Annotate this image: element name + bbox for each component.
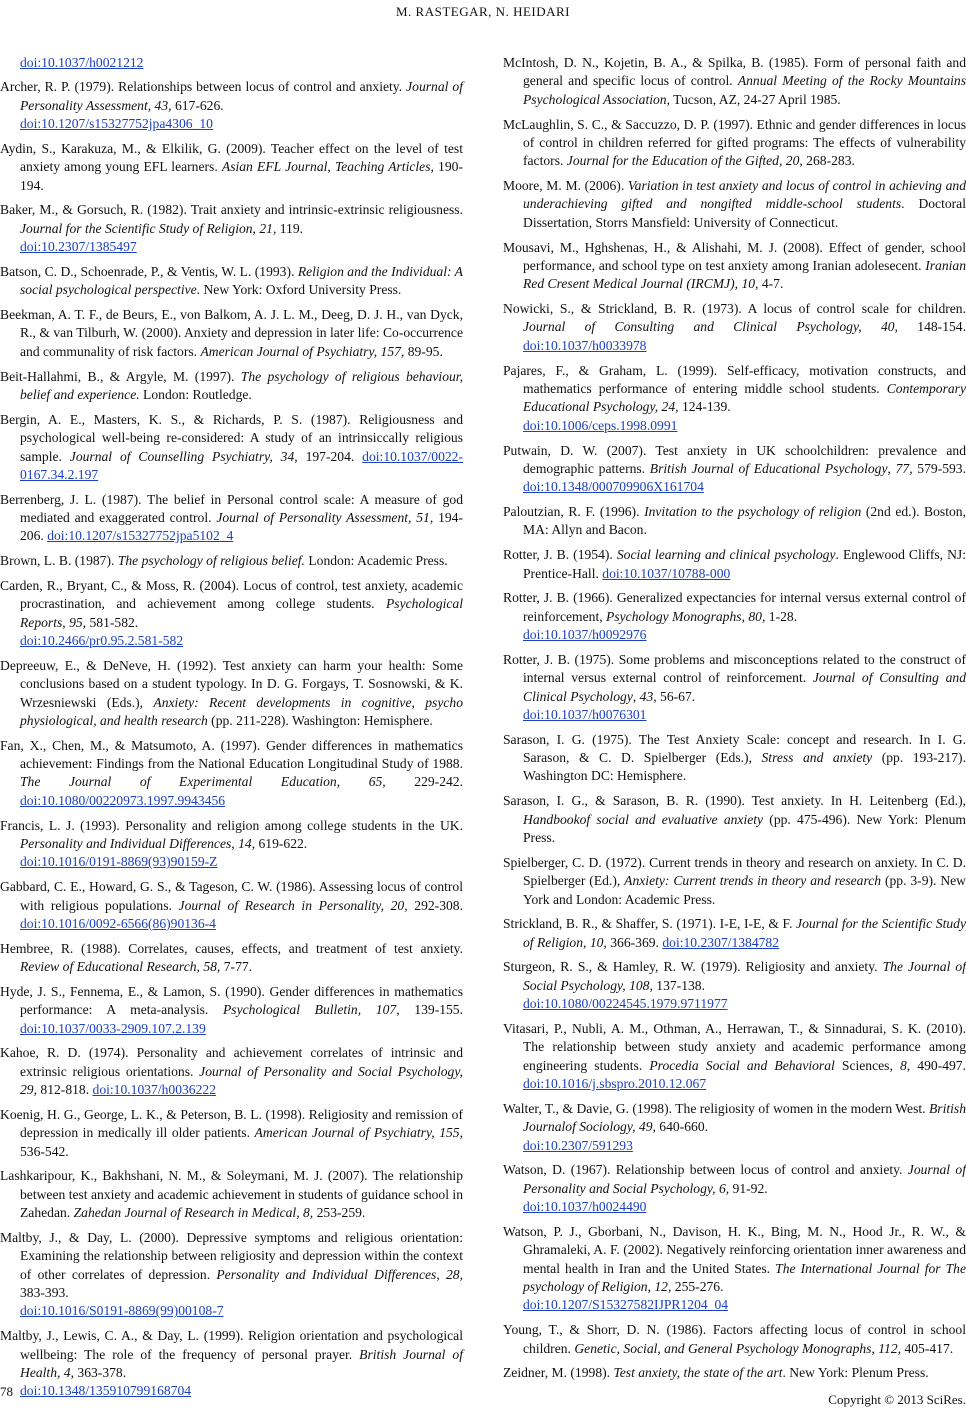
reference-source-text: Asian EFL Journal, Teaching Articles, <box>221 159 434 175</box>
reference-source-text: Variation in test anxiety and locus of control in achieving and underachieving gifted and nongifted middle-school students <box>523 178 966 212</box>
reference-source-text: Social learning and clinical psychology <box>616 547 836 563</box>
reference-text: 89-95. <box>404 343 443 359</box>
reference-entry <box>503 54 966 109</box>
reference-text: 363-378. <box>74 1364 127 1380</box>
reference-text: , <box>231 836 239 851</box>
reference-text: 4-7. <box>758 276 784 292</box>
reference-source-text: Journal of Research in Personality, 20, <box>178 897 408 913</box>
reference-text: Depreeuw, E., & DeNeve, H. (1992). Test anxiety can harm your health: Some conclusions based on a student typology. In D. G. Forgays, T. Sosnowski, & K. Wrzesniewski (Eds.), <box>0 657 463 710</box>
reference-list-left <box>0 78 463 1400</box>
reference-entry <box>503 1364 966 1382</box>
reference-entry <box>503 442 966 497</box>
reference-source-text: 43, <box>639 688 657 704</box>
reference-text: 581-582. <box>86 614 139 630</box>
reference-entry <box>0 983 463 1038</box>
reference-entry <box>503 177 966 232</box>
reference-source-text: American Journal of Psychiatry, 155, <box>254 1125 463 1141</box>
reference-entry <box>0 1327 463 1401</box>
reference-source-text: Journal of Personality and Social Psychology, 29, <box>20 1063 464 1098</box>
reference-entry <box>0 940 463 977</box>
running-head: M. RASTEGAR, N. HEIDARI <box>396 4 570 19</box>
reference-text: Pajares, F., & Graham, L. (1999). Self-efficacy, motivation constructs, and mathematics performance of entering middle school students. <box>503 362 966 396</box>
reference-source-text: Journal of Personality Assessment, 51, <box>216 510 434 526</box>
reference-entry <box>0 201 463 256</box>
reference-text: (pp. 475-496). New York: Plenum Press. <box>523 811 966 845</box>
reference-entry <box>503 958 966 1013</box>
reference-text: Mousavi, M., Hghshenas, H., & Alishahi, M. J. (2008). Effect of gender, school performance, and school type on test anxiety among Iranian adolesecent. <box>503 239 966 273</box>
reference-text: 383-393. <box>20 1285 69 1301</box>
reference-source-text: Journal of Personality and Social Psychology, 6, <box>523 1162 966 1196</box>
reference-text: 7-77. <box>220 959 253 975</box>
doi-link[interactable]: doi:10.1037/h0092976 <box>523 627 647 643</box>
doi-link[interactable]: doi:10.1016/S0191-8869(99)00108-7 <box>20 1303 224 1319</box>
reference-entry <box>503 1100 966 1155</box>
reference-text: Sciences <box>834 1057 890 1073</box>
reference-text: London: Academic Press. <box>304 553 448 569</box>
reference-source-text: British Journal of Educational Psychology <box>649 460 888 476</box>
doi-link[interactable]: doi:10.1037/h0021212 <box>20 55 144 70</box>
reference-text: Maltby, J., & Day, L. (2000). Depressive symptoms and religious orientation: Examining the relationship between religiosity and depression within the context of other correlates of depression. <box>0 1229 463 1282</box>
reference-source-text: Journal for the Scientific Study of Religion, 10, <box>523 916 966 950</box>
reference-source-text: Iranian Red Cresent Medical Journal (IRCMJ), 10, <box>523 257 966 292</box>
reference-source-text: Personality and Individual Differences <box>20 836 232 851</box>
reference-source-text: Genetic, Social, and General Psychology Monographs, 112, <box>574 1340 902 1356</box>
reference-source-text: The International Journal for The psychology of Religion, 12, <box>523 1260 966 1295</box>
reference-text: . Doctoral Dissertation, Storrs Mansfield: University of Connecticut. <box>523 196 966 230</box>
reference-text: Beekman, A. T. F., de Beurs, E., von Balkom, A. J. L. M., Deeg, D. J. H., van Dyck, R., & van Tilburh, W. (2000). Anxiety and depression in later life: Co-occurrence and communality of risk factors. <box>0 307 463 359</box>
reference-text: 56-67. <box>656 688 696 704</box>
doi-link[interactable]: doi:10.2466/pr0.95.2.581-582 <box>20 633 184 649</box>
reference-text: Zeidner, M. (1998). <box>503 1365 614 1381</box>
reference-text: 91-92. <box>729 1180 768 1196</box>
reference-source-text: Annual Meeting of the Rocky Mountains Psychological Association <box>523 73 966 107</box>
reference-source-text: 14, <box>238 836 256 851</box>
reference-entry <box>503 300 966 355</box>
reference-text: 405-417. <box>901 1340 954 1356</box>
reference-text: Rotter, J. B. (1975). Some problems and misconceptions related to the construct of internal versus external control of reinforcement. <box>503 651 966 686</box>
reference-text: 579-593. <box>912 460 966 476</box>
reference-text: Carden, R., Bryant, C., & Moss, R. (2004). Locus of control, test anxiety, academic procrastination, and achievement among college students. <box>0 577 463 612</box>
reference-entry <box>503 239 966 294</box>
reference-text: 536-542. <box>20 1143 69 1159</box>
reference-entry <box>503 1321 966 1358</box>
reference-text: , Tucson, AZ, 24-27 April 1985. <box>666 91 841 107</box>
reference-text: Putwain, D. W. (2007). Test anxiety in UK schoolchildren: prevalence and demographic patterns. <box>503 442 966 476</box>
reference-text: 253-259. <box>313 1205 366 1221</box>
reference-text: Baker, M., & Gorsuch, R. (1982). Trait anxiety and intrinsic-extrinsic religiousness. <box>0 202 463 218</box>
doi-link[interactable]: doi:10.1037/h0024490 <box>523 1199 647 1215</box>
doi-link[interactable]: doi:10.1207/s15327752jpa5102_4 <box>47 528 234 544</box>
doi-link[interactable]: doi:10.1207/S15327582IJPR1204_04 <box>523 1297 729 1313</box>
reference-entry <box>0 577 463 651</box>
reference-text: 229-242. <box>385 774 463 790</box>
reference-text: Aydin, S., Karakuza, M., & Elkilik, G. (2009). Teacher effect on the level of test anxiety among young EFL learners. <box>0 140 463 175</box>
doi-link[interactable]: doi:10.1037/h0036222 <box>92 1082 216 1098</box>
reference-text: Watson, D. (1967). Relationship between locus of control and anxiety. <box>503 1162 908 1178</box>
reference-source-text: The Journal of Social Psychology, 108, <box>523 959 966 993</box>
doi-link[interactable]: doi:10.1207/s15327752jpa4306_10 <box>20 116 213 132</box>
reference-text: Young, T., & Shorr, D. N. (1986). Factors affecting locus of control in school children. <box>503 1322 966 1356</box>
reference-entry <box>503 362 966 436</box>
reference-entry <box>503 651 966 725</box>
doi-link[interactable]: doi:10.1037/0033-2909.107.2.139 <box>20 1020 206 1036</box>
reference-text: 812-818. <box>37 1082 93 1098</box>
reference-text: 1-28. <box>765 608 798 624</box>
reference-entry <box>0 1106 463 1161</box>
reference-entry <box>0 657 463 731</box>
reference-text: Sarason, I. G., & Sarason, B. R. (1990). Test anxiety. In H. Leitenberg (Ed.), <box>503 793 966 809</box>
reference-text: Kahoe, R. D. (1974). Personality and achievement correlates of intrinsic and extrinsic religious orientations. <box>0 1045 463 1079</box>
reference-source-text: 77, <box>895 460 913 476</box>
reference-text: London: Routledge. <box>139 386 252 402</box>
reference-source-text: Journal of Personality Assessment, 43, <box>20 79 463 113</box>
reference-source-text: Journal of Consulting and Clinical Psychology, 40, <box>523 319 898 335</box>
reference-text: 619-622. <box>255 836 308 851</box>
reference-source-text: Journal for the Education of the Gifted, 20, <box>566 153 803 169</box>
reference-text: Rotter, J. B. (1966). Generalized expectancies for internal versus external control of reinforcement, <box>503 590 966 624</box>
reference-source-text: The Journal of Experimental Education, 65, <box>20 774 386 790</box>
reference-text: 490-497. <box>910 1057 966 1073</box>
reference-source-text: , 8, <box>889 1057 911 1073</box>
doi-link[interactable]: doi:10.1348/000709906X161704 <box>523 479 704 495</box>
reference-text: 148-154. <box>897 319 966 335</box>
reference-entry <box>0 1044 463 1099</box>
doi-link[interactable]: doi:10.1006/ceps.1998.0991 <box>523 417 678 433</box>
doi-link[interactable]: doi:10.2307/1384782 <box>662 934 780 950</box>
reference-text: 137-138. <box>652 977 705 993</box>
doi-link[interactable]: doi:10.1016/0191-8869(93)90159-Z <box>20 854 218 870</box>
reference-source-text: Test anxiety, the state of the art <box>613 1365 783 1381</box>
reference-entry <box>503 1223 966 1315</box>
doi-link[interactable]: doi:10.1016/j.sbspro.2010.12.067 <box>523 1076 707 1092</box>
reference-text: Moore, M. M. (2006). <box>503 178 628 194</box>
reference-text: 124-139. <box>678 399 731 415</box>
reference-entry <box>0 491 463 546</box>
reference-source-text: Procedia Social and Behavioral <box>649 1057 835 1073</box>
reference-text: Lashkaripour, K., Bakhshani, N. M., & Soleymani, M. J. (2007). The relationship between test anxiety and academic achievement in students of guidance school in Zahedan. <box>0 1168 463 1221</box>
reference-text: Walter, T., & Davie, G. (1998). The religiosity of women in the modern West. <box>503 1100 929 1116</box>
reference-list-right <box>503 54 966 1383</box>
reference-entry <box>0 878 463 933</box>
reference-source-text: Journal of Counselling Psychiatry, 34, <box>69 448 298 464</box>
doi-link[interactable]: doi:10.1080/00220973.1997.9943456 <box>20 792 226 808</box>
reference-text: Gabbard, C. E., Howard, G. S., & Tageson, C. W. (1986). Assessing locus of control with religious populations. <box>0 879 463 913</box>
reference-text: , <box>632 688 640 704</box>
reference-entry <box>503 503 966 540</box>
reference-text: Hembree, R. (1988). Correlates, causes, effects, and treatment of test anxiety. <box>0 940 463 956</box>
doi-link[interactable]: doi:10.2307/591293 <box>523 1137 633 1153</box>
reference-source-text: British Journalof Sociology, 49, <box>523 1100 966 1135</box>
reference-source-text: British Journal of Health, 4, <box>20 1346 463 1380</box>
reference-source-text: Handbookof social and evaluative anxiety <box>523 811 764 827</box>
reference-doi-link[interactable] <box>0 54 463 72</box>
reference-text: Hyde, J. S., Fennema, E., & Lamon, S. (1990). Gender differences in mathematics performance: A meta-analysis. <box>0 983 463 1018</box>
reference-source-text: Psychological Bulletin, 107, <box>222 1002 400 1018</box>
reference-text: Koenig, H. G., George, L. K., & Peterson, B. L. (1998). Religiosity and remission of depression in medically ill older patients. <box>0 1106 463 1141</box>
reference-text: McLaughlin, S. C., & Saccuzzo, D. P. (1997). Ethnic and gender differences in locus of control in children referred for gifted programs: The effects of vulnerability factors. <box>503 116 966 169</box>
reference-source-text: Psychology Monographs, 80, <box>606 608 766 624</box>
reference-text: McIntosh, D. N., Kojetin, B. A., & Spilka, B. (1985). Form of personal faith and general and specific locus of control. <box>503 55 966 89</box>
reference-source-text: Review of Educational Research, 58, <box>20 959 221 975</box>
reference-text: Brown, L. B. (1987). <box>0 553 118 569</box>
reference-entry <box>503 731 966 786</box>
reference-source-text: Religion and the Individual: A social psychological perspective <box>20 263 463 298</box>
reference-text: Rotter, J. B. (1954). <box>503 547 617 563</box>
reference-text: 292-308. <box>407 897 463 913</box>
reference-text: (pp. 3-9). New York and London: Academic Press. <box>523 873 966 907</box>
reference-text: , <box>887 460 896 476</box>
reference-text: Spielberger, C. D. (1972). Current trends in theory and research on anxiety. In C. D. Spielberger (Ed.), <box>503 854 966 889</box>
doi-link[interactable]: doi:10.1037/h0076301 <box>523 706 647 722</box>
reference-text: 617-626. <box>171 97 224 113</box>
reference-entry <box>0 552 463 570</box>
reference-text: Berrenberg, J. L. (1987). The belief in Personal control scale: A measure of god mediated and exaggerated control. <box>0 491 463 526</box>
doi-link[interactable]: doi:10.2307/1385497 <box>20 239 137 255</box>
reference-source-text: The psychology of religious behaviour, belief and experience. <box>20 368 463 402</box>
reference-entry <box>503 915 966 952</box>
reference-source-text: Journal of Consulting and Clinical Psychology <box>523 670 966 704</box>
reference-text: 190-194. <box>20 159 463 193</box>
reference-entry <box>503 546 966 583</box>
reference-entry <box>0 737 463 811</box>
reference-text: 268-283. <box>802 153 855 169</box>
reference-source-text: Anxiety: Current trends in theory and research <box>624 873 882 889</box>
reference-text: (2nd ed.). Boston, MA: Allyn and Bacon. <box>523 504 966 538</box>
reference-entry <box>0 1229 463 1321</box>
reference-source-text: Contemporary Educational Psychology, 24, <box>523 380 966 415</box>
reference-entry <box>0 368 463 405</box>
reference-entry <box>0 1167 463 1222</box>
reference-text: (pp. 193-217). Washington DC: Hemisphere. <box>523 750 966 784</box>
reference-entry <box>0 411 463 485</box>
reference-source-text: Stress and anxiety <box>761 750 873 766</box>
reference-entry <box>503 589 966 644</box>
reference-text: Archer, R. P. (1979). Relationships between locus of control and anxiety. <box>0 79 407 95</box>
reference-source-text: The psychology of religious belief. <box>117 553 305 569</box>
reference-text: . New York: Plenum Press. <box>782 1365 929 1381</box>
reference-text: . Englewood Cliffs, NJ: Prentice-Hall. <box>523 547 966 581</box>
reference-source-text: Personality and Individual Differences, 28, <box>216 1266 463 1282</box>
reference-source-text: Journal for the Scientific Study of Religion, 21, <box>20 220 277 236</box>
reference-entry <box>0 306 463 361</box>
reference-entry <box>0 140 463 195</box>
doi-link[interactable]: doi:10.1037/0022-0167.34.2.197 <box>20 448 463 482</box>
reference-text: Watson, P. J., Gborbani, N., Davison, H. K., Bing, M. N., Hood Jr., R. W., & Ghramaleki, A. F. (2002). Negatively reinforcing orientation inner awareness and mental health in Iran and the United States. <box>503 1223 966 1276</box>
reference-text: Vitasari, P., Nubli, A. M., Othman, A., Herrawan, T., & Sinnadurai, S. K. (2010). The relationship between study anxiety and academic performance among engineering students. <box>503 1020 966 1073</box>
reference-text: 640-660. <box>655 1119 709 1135</box>
doi-link[interactable]: doi:10.1016/0092-6566(86)90136-4 <box>20 915 216 931</box>
reference-entry <box>503 854 966 909</box>
reference-text: 119. <box>276 220 304 236</box>
reference-entry <box>503 1020 966 1094</box>
reference-text: Bergin, A. E., Masters, K. S., & Richards, P. S. (1987). Religiousness and psychological well-being re-considered: A study of an intrinsiccally religious sample. <box>0 411 463 464</box>
page-number: 78 <box>0 1384 13 1399</box>
reference-text: Beit-Hallahmi, B., & Argyle, M. (1997). <box>0 368 241 384</box>
reference-entry <box>503 1161 966 1216</box>
reference-text: Nowicki, S., & Strickland, B. R. (1973). A locus of control scale for children. <box>503 301 966 317</box>
reference-text: Francis, L. J. (1993). Personality and religion among college students in the UK. <box>0 817 463 833</box>
reference-text: 139-155. <box>399 1002 464 1018</box>
reference-text: Fan, X., Chen, M., & Matsumoto, A. (1997). Gender differences in mathematics achievement: Findings from the National Education Longitudinal Study of 1988. <box>0 737 463 772</box>
reference-text: Sarason, I. G. (1975). The Test Anxiety Scale: concept and research. In I. G. Sarason, & C. D. Spielberger (Eds.), <box>503 731 966 766</box>
reference-text: Maltby, J., Lewis, C. A., & Day, L. (1999). Religion orientation and psychological wellbeing: The role of the frequency of personal prayer. <box>0 1328 463 1362</box>
reference-source-text: American Journal of Psychiatry, 157, <box>200 343 405 359</box>
reference-source-text: Invitation to the psychology of religion <box>644 504 862 520</box>
reference-text: Strickland, B. R., & Shaffer, S. (1971). I-E, I-E, & F. <box>503 916 797 932</box>
copyright-notice: Copyright © 2013 SciRes. <box>828 1392 966 1407</box>
reference-entry <box>0 78 463 133</box>
reference-text: Paloutzian, R. F. (1996). <box>503 504 645 520</box>
doi-link[interactable]: doi:10.1037/h0033978 <box>523 337 647 353</box>
reference-entry <box>0 263 463 300</box>
reference-source-text: Anxiety: Recent developments in cognitive, psycho physiological, and health research <box>20 694 463 728</box>
reference-text: . New York: Oxford University Press. <box>196 282 402 298</box>
reference-text: 197-204. <box>297 448 363 464</box>
doi-link[interactable]: doi:10.1348/135910799168704 <box>20 1383 192 1399</box>
doi-link[interactable]: doi:10.1080/00224545.1979.9711977 <box>523 996 728 1012</box>
references-left-column <box>0 54 463 1407</box>
reference-text: Sturgeon, R. S., & Hamley, R. W. (1979). Religiosity and anxiety. <box>503 959 883 975</box>
reference-text: 194-206. <box>20 510 463 544</box>
reference-entry <box>0 817 463 872</box>
reference-text: 366-369. <box>606 934 663 950</box>
reference-text: 255-276. <box>671 1279 724 1295</box>
reference-entry <box>503 792 966 847</box>
reference-text: Batson, C. D., Schoenrade, P., & Ventis, W. L. (1993). <box>0 263 298 279</box>
doi-link[interactable]: doi:10.1037/10788-000 <box>602 565 731 581</box>
reference-source-text: Zahedan Journal of Research in Medical, 8, <box>73 1205 314 1221</box>
references-right-column <box>503 54 966 1389</box>
reference-entry <box>503 116 966 171</box>
reference-text: (pp. 211-228). Washington: Hemisphere. <box>207 712 433 728</box>
reference-source-text: Psychological Reports, 95, <box>20 596 463 630</box>
